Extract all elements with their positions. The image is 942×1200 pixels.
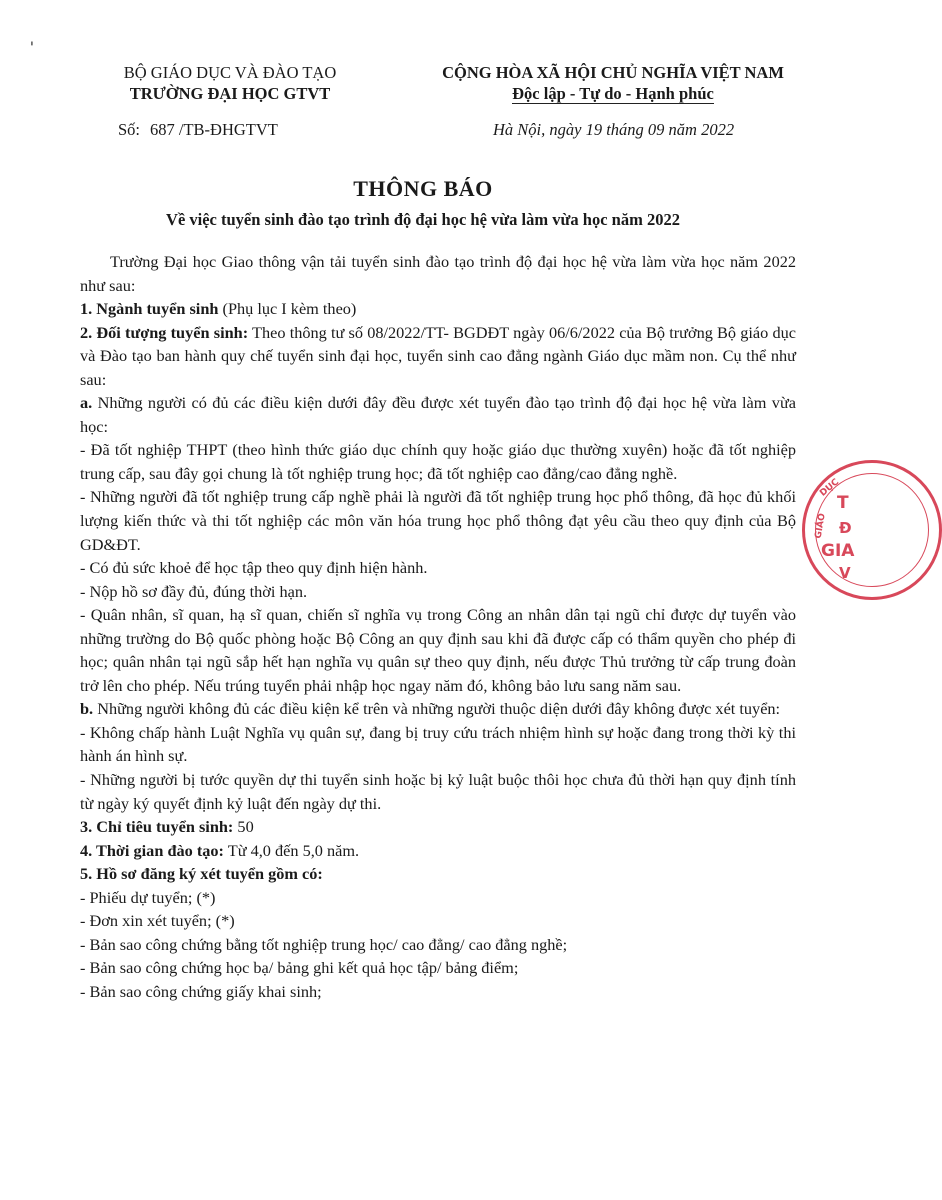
list-item: - Những người bị tước quyền dự thi tuyển sinh hoặc bị kỷ luật buộc thôi học chưa đủ thời hạn quy định tính từ ngày ký quyết định kỷ luật đến ngày dự thi. [80, 770, 796, 813]
list-item: - Có đủ sức khoẻ để học tập theo quy định hiện hành. [80, 558, 428, 578]
subsection-b [80, 697, 796, 721]
seal-text: DỤC [818, 477, 842, 499]
list-item: - Bản sao công chứng giấy khai sinh; [80, 981, 322, 1001]
scan-mark: ' [30, 40, 34, 56]
section-4-label: 4. Thời gian đào tạo: [80, 840, 224, 860]
subsection-b-label: b. [80, 699, 94, 719]
document-date: Hà Nội, ngày 19 tháng 09 năm 2022 [493, 120, 735, 139]
official-seal [802, 460, 942, 600]
section-2-text: Theo thông tư số 08/2022/TT- BGDĐT ngày 06/6/2022 của Bộ trưởng Bộ giáo dục và Đào tạo ban hành quy chế tuyển sinh đại học, tuyển sinh cao đẳng ngành Giáo dục mầm non. Cụ thể như sau: [80, 322, 796, 389]
section-1-text: (Phụ lục I kèm theo) [218, 299, 357, 319]
section-3 [80, 815, 796, 839]
ministry-name: BỘ GIÁO DỤC VÀ ĐÀO TẠO [123, 63, 337, 82]
seal-text: T [837, 493, 849, 513]
header-left [80, 62, 380, 104]
document-subtitle: Về việc tuyển sinh đào tạo trình độ đại học hệ vừa làm vừa học năm 2022 [166, 210, 680, 229]
country-name: CỘNG HÒA XÃ HỘI CHỦ NGHĨA VIỆT NAM [442, 63, 784, 82]
section-3-text: 50 [233, 817, 254, 837]
list-item: - Những người đã tốt nghiệp trung cấp nghề phải là người đã tốt nghiệp trung học phổ thông, đã học đủ khối lượng kiến thức và thi tốt nghiệp các môn văn hóa trung học phổ thông đạt yêu cầu theo quy định của Bộ GD&ĐT. [80, 487, 796, 554]
section-2 [80, 321, 796, 392]
university-name: TRƯỜNG ĐẠI HỌC GTVT [129, 84, 331, 103]
subsection-a [80, 391, 796, 438]
section-3-label: 3. Chỉ tiêu tuyển sinh: [80, 817, 234, 837]
list-item: - Đã tốt nghiệp THPT (theo hình thức giáo dục chính quy hoặc giáo dục thường xuyên) hoặc đã tốt nghiệp trung cấp, sau đây gọi chung là tốt nghiệp trung học; đã tốt nghiệp cao đẳng/cao đẳng nghề. [80, 440, 796, 483]
list-item: - Nộp hồ sơ đầy đủ, đúng thời hạn. [80, 581, 308, 601]
header-right [398, 62, 828, 104]
section-4-text: Từ 4,0 đến 5,0 năm. [223, 840, 360, 860]
subsection-a-label: a. [80, 393, 93, 413]
seal-text: GIÁO [813, 512, 828, 540]
list-item: - Phiếu dự tuyển; (*) [80, 887, 216, 907]
list-item: - Quân nhân, sĩ quan, hạ sĩ quan, chiến sĩ nghĩa vụ trong Công an nhân dân tại ngũ chỉ được dự tuyển vào những trường do Bộ quốc phòng hoặc Bộ Công an quy định sau khi đã được cấp có thẩm quyền cho phép đi học; quân nhân tại ngũ sắp hết hạn nghĩa vụ quân sự theo quy định, nếu được Thủ trưởng từ cấp trung đoàn trở lên cho phép. Nếu trúng tuyển phải nhập học ngay năm đó, không bảo lưu sang năm sau. [80, 605, 796, 695]
section-4 [80, 839, 796, 863]
seal-text: GIA [821, 541, 855, 561]
seal-text: Đ [839, 519, 852, 537]
list-item: - Đơn xin xét tuyển; (*) [80, 911, 235, 931]
intro-paragraph: Trường Đại học Giao thông vận tải tuyển sinh đào tạo trình độ đại học hệ vừa làm vừa học năm 2022 như sau: [80, 252, 796, 295]
subsection-b-text: Những người không đủ các điều kiện kể trên và những người thuộc diện dưới đây không được xét tuyển: [93, 699, 781, 719]
subsection-a-text: Những người có đủ các điều kiện dưới đây đều được xét tuyển đào tạo trình độ đại học hệ vừa làm vừa học: [80, 393, 796, 436]
national-motto: Độc lập - Tự do - Hạnh phúc [512, 84, 714, 103]
section-1 [80, 297, 796, 321]
document-title: THÔNG BÁO [353, 176, 493, 201]
section-5-label: 5. Hồ sơ đăng ký xét tuyển gồm có: [80, 864, 323, 884]
document-number [118, 120, 278, 140]
section-2-label: 2. Đối tượng tuyển sinh: [80, 322, 249, 342]
number-value: 687 /TB-ĐHGTVT [150, 120, 278, 139]
seal-text: V [839, 564, 851, 582]
list-item: - Bản sao công chứng bằng tốt nghiệp trung học/ cao đẳng/ cao đẳng nghề; [80, 934, 568, 954]
section-1-label: 1. Ngành tuyển sinh [80, 299, 219, 319]
list-item: - Bản sao công chứng học bạ/ bảng ghi kết quả học tập/ bảng điểm; [80, 958, 519, 978]
list-item: - Không chấp hành Luật Nghĩa vụ quân sự, đang bị truy cứu trách nhiệm hình sự hoặc đang trong thời kỳ thi hành án hình sự. [80, 722, 796, 766]
document-body [80, 250, 796, 1004]
number-label: Số: [118, 120, 141, 139]
